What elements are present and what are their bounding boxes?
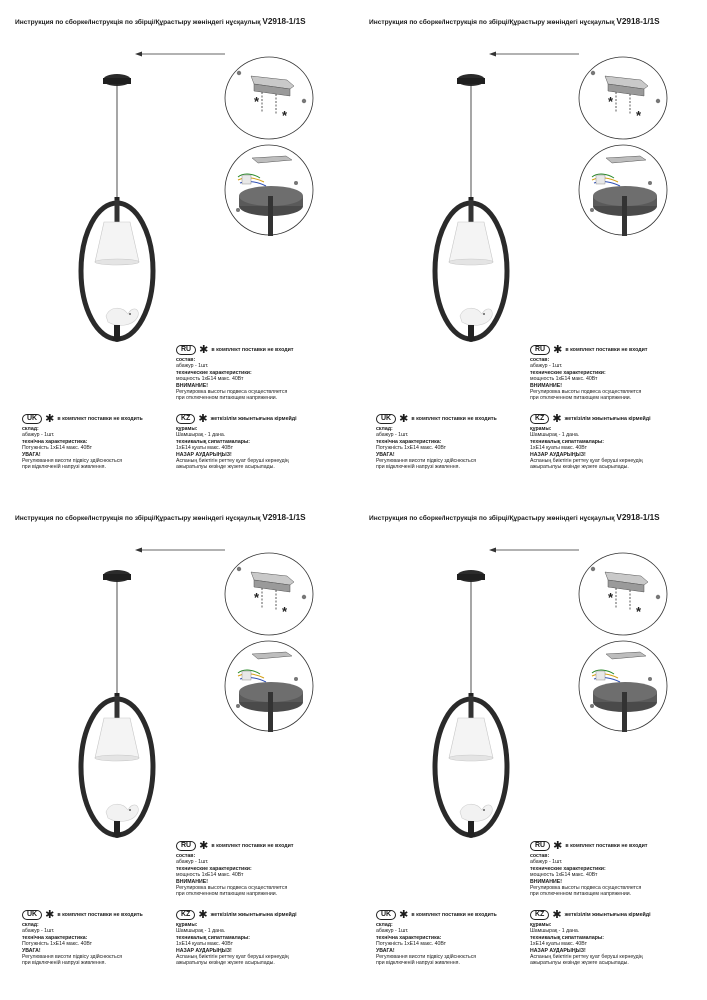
kz-badge: KZ	[176, 910, 195, 920]
uk-line: технічна характеристика:	[376, 438, 442, 445]
uk-instructions	[22, 414, 143, 471]
ru-line: мощность 1хЕ14 макс. 40Вт	[530, 872, 598, 879]
kz-line: Шамшырақ - 1 дана.	[176, 928, 226, 935]
uk-instructions	[376, 414, 497, 471]
pendant-lamp-illustration	[416, 566, 526, 851]
uk-line: Регулювання висоти підвісу здійснюється	[376, 954, 477, 961]
ru-not-included-note: в комплект поставки не входит	[211, 346, 294, 353]
uk-line: Регулювання висоти підвісу здійснюється	[22, 458, 123, 465]
asterisk-icon: ✱	[45, 413, 55, 425]
uk-line: УВАГА!	[376, 947, 395, 954]
uk-instructions	[22, 910, 143, 967]
ru-line: Регулировка высоты подвеса осуществляется	[530, 885, 642, 892]
ru-line: при отключенном питающем напряжении.	[176, 395, 278, 402]
wiring-canopy-detail	[224, 144, 314, 236]
uk-line: склад:	[22, 426, 39, 432]
arrow-left-icon	[489, 50, 579, 58]
uk-badge: UK	[376, 910, 396, 920]
model-number: V2918-1/1S	[262, 513, 306, 522]
uk-line: Потужність 1хЕ14 макс. 40Вт	[22, 941, 93, 948]
title-text: Инструкция по сборке/Інструкція по збірці/Құрастыру жөніндегі нұсқаулық	[15, 515, 263, 522]
asterisk-icon: ✱	[552, 909, 562, 921]
uk-line: Регулювання висоти підвісу здійснюється	[22, 954, 123, 961]
asterisk-icon: ✱	[198, 413, 208, 425]
ru-badge: RU	[530, 841, 550, 851]
model-number: V2918-1/1S	[262, 17, 306, 26]
asterisk-icon: ✱	[45, 909, 55, 921]
uk-badge: UK	[22, 910, 42, 920]
kz-line: техникалық сипаттамалары:	[530, 438, 605, 445]
sheet-title	[15, 513, 306, 522]
model-number: V2918-1/1S	[616, 17, 660, 26]
uk-badge: UK	[376, 414, 396, 424]
ru-line: при отключенном питающем напряжении.	[176, 891, 278, 898]
svg-text:*: *	[282, 108, 288, 123]
ru-line: технические характеристики:	[530, 865, 606, 872]
ru-line: при отключенном питающем напряжении.	[530, 395, 632, 402]
instruction-sheet	[0, 0, 350, 495]
kz-line: құрамы:	[176, 922, 198, 928]
kz-line: Шамшырақ - 1 дана.	[530, 432, 580, 439]
uk-line: при відключеній напрузі живлення.	[376, 960, 460, 967]
uk-line: абажур - 1шт.	[22, 928, 55, 935]
model-number: V2918-1/1S	[616, 513, 660, 522]
uk-not-included-note: в комплект поставки не входить	[57, 911, 143, 918]
uk-not-included-note: в комплект поставки не входить	[411, 415, 497, 422]
ru-line: абажур - 1шт.	[530, 859, 563, 866]
ru-not-included-note: в комплект поставки не входит	[565, 346, 648, 353]
ru-line: ВНИМАНИЕ!	[176, 878, 208, 885]
ru-not-included-note: в комплект поставки не входит	[211, 842, 294, 849]
instruction-sheet	[354, 496, 704, 991]
pendant-lamp-illustration	[416, 70, 526, 355]
asterisk-icon: ✱	[199, 840, 209, 852]
ru-line: абажур - 1шт.	[530, 363, 563, 370]
kz-line: Аспаның биіктігін реттеу қуат беруші кернеудің	[530, 458, 643, 465]
uk-instructions	[376, 910, 497, 967]
asterisk-icon: ✱	[399, 413, 409, 425]
svg-text:*: *	[608, 94, 614, 109]
uk-line: склад:	[376, 426, 393, 432]
kz-line: ажыратылуы кезінде жүзеге асырылады.	[530, 464, 629, 471]
ru-badge: RU	[176, 345, 196, 355]
mounting-bracket-detail	[578, 56, 668, 140]
kz-line: ажыратылуы кезінде жүзеге асырылады.	[176, 464, 275, 471]
ru-line: Регулировка высоты подвеса осуществляется	[176, 389, 288, 396]
uk-line: склад:	[376, 922, 393, 928]
kz-line: құрамы:	[530, 922, 552, 928]
wiring-canopy-detail	[224, 640, 314, 732]
uk-line: технічна характеристика:	[22, 934, 88, 941]
kz-not-included-note: жеткізілім жиынтығына кірмейді	[210, 415, 297, 422]
ru-instructions	[176, 841, 293, 898]
kz-line: ажыратылуы кезінде жүзеге асырылады.	[176, 960, 275, 967]
pendant-lamp-illustration	[62, 70, 172, 355]
uk-line: УВАГА!	[22, 451, 41, 458]
kz-line: 1хЕ14 қуаты макс. 40Вт	[530, 445, 587, 452]
uk-badge: UK	[22, 414, 42, 424]
kz-badge: KZ	[530, 414, 549, 424]
sheet-title	[15, 17, 306, 26]
mounting-bracket-detail	[578, 552, 668, 636]
kz-line: НАЗАР АУДАРЫҢЫЗ!	[176, 947, 232, 954]
uk-line: при відключеній напрузі живлення.	[22, 464, 106, 471]
kz-line: Аспаның биіктігін реттеу қуат беруші кернеудің	[176, 458, 289, 465]
svg-text:*: *	[282, 604, 288, 619]
svg-text:*: *	[254, 94, 260, 109]
kz-line: НАЗАР АУДАРЫҢЫЗ!	[176, 451, 232, 458]
kz-instructions	[530, 910, 651, 967]
asterisk-icon: ✱	[552, 413, 562, 425]
ru-instructions	[176, 345, 293, 402]
uk-line: склад:	[22, 922, 39, 928]
kz-line: ажыратылуы кезінде жүзеге асырылады.	[530, 960, 629, 967]
instruction-sheet	[0, 496, 350, 991]
uk-line: абажур - 1шт.	[376, 928, 409, 935]
kz-line: техникалық сипаттамалары:	[176, 438, 251, 445]
ru-instructions	[530, 841, 647, 898]
arrow-left-icon	[135, 50, 225, 58]
uk-line: при відключеній напрузі живлення.	[22, 960, 106, 967]
ru-line: ВНИМАНИЕ!	[530, 382, 562, 389]
kz-line: НАЗАР АУДАРЫҢЫЗ!	[530, 947, 586, 954]
ru-line: состав:	[530, 357, 550, 363]
kz-instructions	[530, 414, 651, 471]
ru-line: состав:	[176, 357, 196, 363]
arrow-left-icon	[135, 546, 225, 554]
kz-line: құрамы:	[530, 426, 552, 432]
uk-line: технічна характеристика:	[376, 934, 442, 941]
ru-line: состав:	[530, 853, 550, 859]
uk-not-included-note: в комплект поставки не входить	[57, 415, 143, 422]
sheet-title	[369, 513, 660, 522]
mounting-bracket-detail	[224, 552, 314, 636]
asterisk-icon: ✱	[553, 840, 563, 852]
ru-badge: RU	[530, 345, 550, 355]
uk-line: УВАГА!	[22, 947, 41, 954]
uk-line: Потужність 1хЕ14 макс. 40Вт	[22, 445, 93, 452]
kz-line: 1хЕ14 қуаты макс. 40Вт	[176, 941, 233, 948]
arrow-left-icon	[489, 546, 579, 554]
uk-line: Потужність 1хЕ14 макс. 40Вт	[376, 445, 447, 452]
kz-line: Шамшырақ - 1 дана.	[530, 928, 580, 935]
ru-line: при отключенном питающем напряжении.	[530, 891, 632, 898]
ru-line: Регулировка высоты подвеса осуществляется	[176, 885, 288, 892]
kz-badge: KZ	[530, 910, 549, 920]
uk-line: Потужність 1хЕ14 макс. 40Вт	[376, 941, 447, 948]
wiring-canopy-detail	[578, 144, 668, 236]
ru-line: мощность 1хЕ14 макс. 40Вт	[530, 376, 598, 383]
kz-line: Шамшырақ - 1 дана.	[176, 432, 226, 439]
title-text: Инструкция по сборке/Інструкція по збірці/Құрастыру жөніндегі нұсқаулық	[369, 19, 617, 26]
kz-badge: KZ	[176, 414, 195, 424]
ru-instructions	[530, 345, 647, 402]
uk-line: технічна характеристика:	[22, 438, 88, 445]
ru-line: технические характеристики:	[176, 865, 252, 872]
pendant-lamp-illustration	[62, 566, 172, 851]
uk-line: Регулювання висоти підвісу здійснюється	[376, 458, 477, 465]
uk-not-included-note: в комплект поставки не входить	[411, 911, 497, 918]
ru-line: состав:	[176, 853, 196, 859]
ru-line: ВНИМАНИЕ!	[530, 878, 562, 885]
svg-text:*: *	[608, 590, 614, 605]
asterisk-icon: ✱	[199, 344, 209, 356]
ru-line: технические характеристики:	[176, 369, 252, 376]
uk-line: УВАГА!	[376, 451, 395, 458]
kz-line: Аспаның биіктігін реттеу қуат беруші кернеудің	[176, 954, 289, 961]
svg-text:*: *	[636, 604, 642, 619]
kz-line: НАЗАР АУДАРЫҢЫЗ!	[530, 451, 586, 458]
uk-line: при відключеній напрузі живлення.	[376, 464, 460, 471]
kz-not-included-note: жеткізілім жиынтығына кірмейді	[564, 415, 651, 422]
kz-not-included-note: жеткізілім жиынтығына кірмейді	[210, 911, 297, 918]
ru-line: мощность 1хЕ14 макс. 40Вт	[176, 376, 244, 383]
instruction-sheet	[354, 0, 704, 495]
kz-line: құрамы:	[176, 426, 198, 432]
mounting-bracket-detail	[224, 56, 314, 140]
asterisk-icon: ✱	[198, 909, 208, 921]
ru-line: технические характеристики:	[530, 369, 606, 376]
ru-line: абажур - 1шт.	[176, 363, 209, 370]
kz-line: 1хЕ14 қуаты макс. 40Вт	[530, 941, 587, 948]
ru-badge: RU	[176, 841, 196, 851]
uk-line: абажур - 1шт.	[22, 432, 55, 439]
kz-line: техникалық сипаттамалары:	[176, 934, 251, 941]
wiring-canopy-detail	[578, 640, 668, 732]
kz-line: Аспаның биіктігін реттеу қуат беруші кернеудің	[530, 954, 643, 961]
asterisk-icon: ✱	[399, 909, 409, 921]
title-text: Инструкция по сборке/Інструкція по збірці/Құрастыру жөніндегі нұсқаулық	[15, 19, 263, 26]
ru-line: мощность 1хЕ14 макс. 40Вт	[176, 872, 244, 879]
kz-line: техникалық сипаттамалары:	[530, 934, 605, 941]
asterisk-icon: ✱	[553, 344, 563, 356]
ru-line: Регулировка высоты подвеса осуществляется	[530, 389, 642, 396]
kz-instructions	[176, 414, 297, 471]
sheet-title	[369, 17, 660, 26]
title-text: Инструкция по сборке/Інструкція по збірці/Құрастыру жөніндегі нұсқаулық	[369, 515, 617, 522]
ru-not-included-note: в комплект поставки не входит	[565, 842, 648, 849]
kz-not-included-note: жеткізілім жиынтығына кірмейді	[564, 911, 651, 918]
ru-line: абажур - 1шт.	[176, 859, 209, 866]
svg-text:*: *	[636, 108, 642, 123]
svg-text:*: *	[254, 590, 260, 605]
kz-instructions	[176, 910, 297, 967]
ru-line: ВНИМАНИЕ!	[176, 382, 208, 389]
uk-line: абажур - 1шт.	[376, 432, 409, 439]
kz-line: 1хЕ14 қуаты макс. 40Вт	[176, 445, 233, 452]
